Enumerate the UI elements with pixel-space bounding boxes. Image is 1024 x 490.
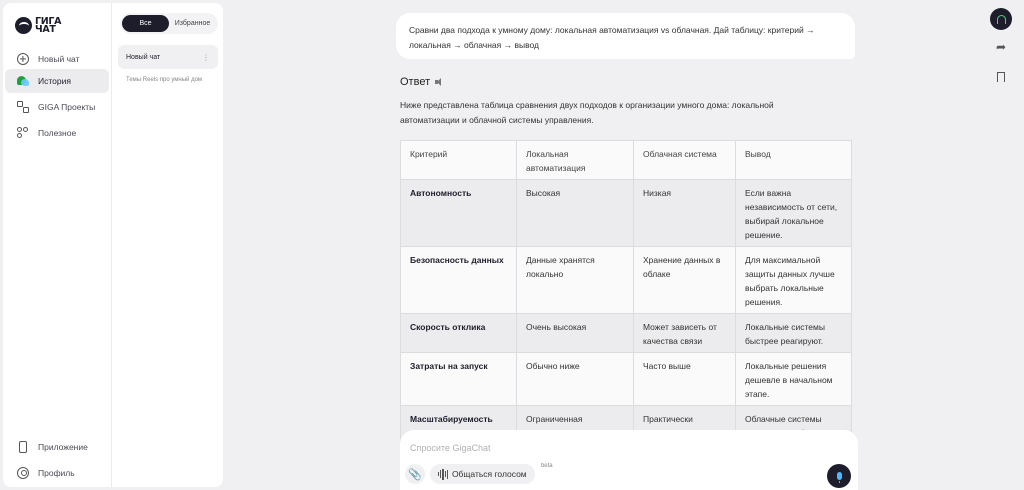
table-header-cell: Облачная система [634,141,736,180]
nav-item-label: GIGA Проекты [38,102,96,112]
comparison-table [400,140,852,456]
table-cell: Для максимальной защиты данных лучше выбрать локальные решения. [736,247,852,314]
table-criterion-cell: Автономность [401,180,517,247]
microphone-icon [837,472,842,480]
table-criterion-cell: Скорость отклика [401,314,517,353]
nav-item-useful[interactable] [5,121,109,145]
tab-all[interactable]: Все [122,15,169,32]
nav-item-giga-projects[interactable] [5,95,109,119]
tab-favorites[interactable]: Избранное [174,20,211,27]
table-row [401,314,852,353]
table-cell: Локальные решения дешевле в начальном этапе. [736,353,852,406]
table-criterion-cell: Безопасность данных [401,247,517,314]
voice-wave-icon [438,469,448,480]
history-icon [17,75,29,87]
nav-item-history[interactable] [5,69,109,93]
answer-heading [400,76,443,88]
main-navigation [3,3,111,487]
table-cell: Облачные системы [736,406,852,445]
nav-item-new-chat[interactable] [5,47,109,71]
table-row [401,247,852,314]
beta-badge: beta [540,463,553,469]
comparison-table-container [400,140,851,430]
table-header-cell: Вывод [736,141,852,180]
nav-item-label: Полезное [38,128,77,138]
profile-icon [17,467,29,479]
chat-item-title: Новый чат [126,53,161,61]
user-message: Сравни два подхода к умному дому: локальная автоматизация vs облачная. Дай таблицу: критерий → локальная → облачная → вывод [396,13,855,59]
nav-item-label: Приложение [38,442,88,452]
attach-button[interactable] [405,464,425,484]
headphones-icon [997,15,1006,24]
plus-circle-icon [17,53,29,65]
logo-icon [15,17,32,34]
paperclip-icon: 📎 [408,468,422,481]
bookmark-icon [997,72,1005,82]
microphone-button[interactable] [827,464,851,488]
chat-area [223,0,983,490]
chat-list-item-secondary[interactable]: Темы Reels про умный дом [126,77,203,83]
table-row [401,180,852,247]
nav-item-label: Новый чат [38,54,80,64]
message-input[interactable] [410,440,790,456]
logo-text [35,15,75,35]
table-cell: Обычно ниже [517,353,634,406]
projects-icon [17,101,29,113]
table-header-cell: Критерий [401,141,517,180]
share-button[interactable] [990,36,1012,58]
share-icon: ➦ [995,40,1007,54]
table-row [401,353,852,406]
chat-list-item[interactable] [118,45,218,69]
table-cell: Может зависеть от качества связи [634,314,736,353]
table-cell: Высокая [517,180,634,247]
table-cell: Ограниченная [517,406,634,445]
table-cell: Локальные системы быстрее реагируют. [736,314,852,353]
table-criterion-cell: Масштабируемость [401,406,517,445]
voice-chat-button[interactable] [430,463,553,484]
table-cell: Хранение данных в облаке [634,247,736,314]
filter-tabs [120,13,218,34]
apps-icon [17,127,29,139]
nav-item-app[interactable] [5,435,109,459]
bookmark-button[interactable] [990,66,1012,88]
more-icon[interactable]: ⋮ [202,52,210,62]
table-cell: Практически [634,406,736,445]
nav-item-label: История [38,76,71,86]
listen-button[interactable] [990,8,1012,30]
table-header-row [401,141,852,180]
chat-list-panel [111,3,223,487]
table-cell: Данные хранятся локально [517,247,634,314]
logo-line-1: ГИГА [35,15,62,27]
message-composer [400,430,858,490]
nav-item-profile[interactable] [5,461,109,485]
answer-title: Ответ [400,76,431,88]
table-cell: Часто выше [634,353,736,406]
table-criterion-cell: Затраты на запуск [401,353,517,406]
nav-item-label: Профиль [38,468,75,478]
right-toolbar [986,0,1024,490]
voice-chat-label: Общаться голосом [451,469,527,479]
logo-line-2: ЧАТ [35,23,56,35]
table-cell: Очень высокая [517,314,634,353]
answer-intro: Ниже представлена таблица сравнения двух подходов к организации умного дома: локальной автоматизации и облачной системы управления. [400,100,774,125]
speaker-icon[interactable] [435,78,443,86]
gigachat-logo[interactable] [15,17,75,34]
table-header-cell: Локальная автоматизация [517,141,634,180]
phone-icon [19,441,27,453]
table-cell: Если важна независимость от сети, выбирай локальное решение. [736,180,852,247]
table-cell: Низкая [634,180,736,247]
